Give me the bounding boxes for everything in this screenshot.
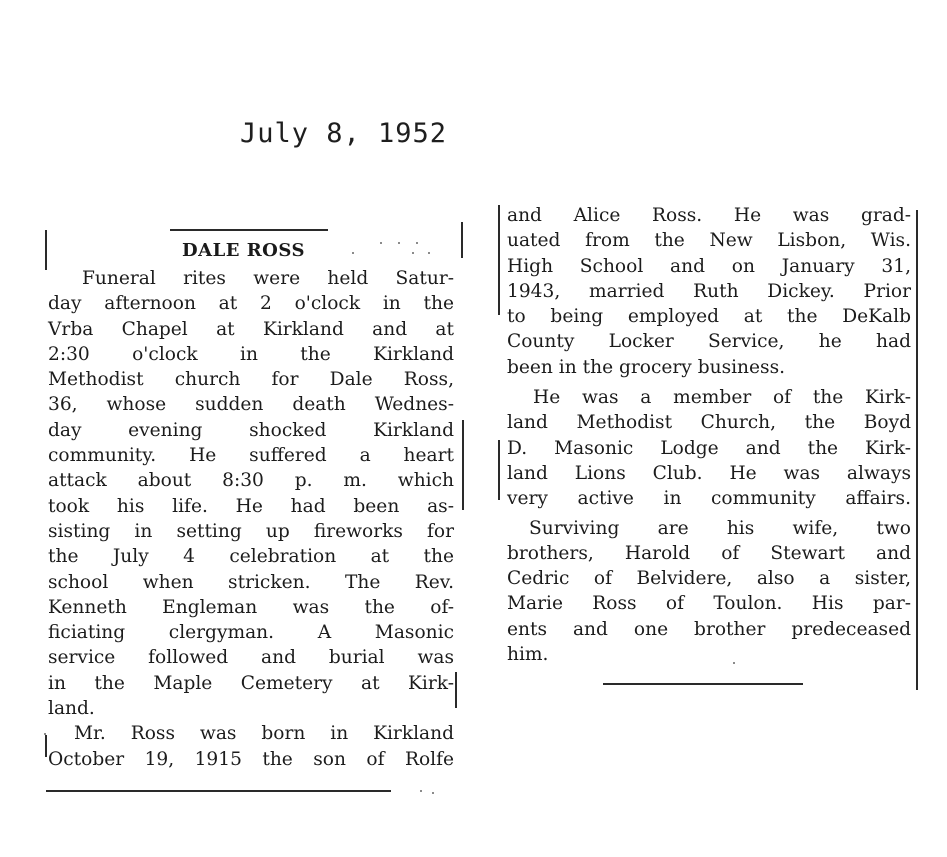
paragraph-line: 2:30 o'clock in the Kirkland: [48, 343, 454, 365]
right-column-divider-lower: [498, 440, 500, 500]
center-divider-middle: [462, 420, 464, 510]
clipping-date: July 8, 1952: [240, 118, 448, 149]
paragraph-line: land Methodist Church, the Boyd: [507, 412, 911, 434]
paragraph-line: Mr. Ross was born in Kirkland: [74, 723, 454, 745]
paragraph-line: brothers, Harold of Stewart and: [507, 542, 911, 564]
print-speck: [428, 252, 430, 254]
paragraph-line: Marie Ross of Toulon. His par-: [507, 593, 911, 615]
paragraph-line: Cedric of Belvidere, also a sister,: [507, 568, 911, 590]
print-speck: [398, 242, 400, 244]
paragraph-line: him.: [507, 644, 549, 666]
paragraph-line: 1943, married Ruth Dickey. Prior: [507, 280, 911, 302]
paragraph-line: Methodist church for Dale Ross,: [48, 369, 454, 391]
paragraph-line: the July 4 celebration at the: [48, 546, 454, 568]
paragraph-line: uated from the New Lisbon, Wis.: [507, 230, 911, 252]
bottom-rule-right: [603, 683, 803, 685]
print-speck: [420, 790, 422, 792]
paragraph-line: attack about 8:30 p. m. which: [48, 470, 454, 492]
paragraph-line: Kenneth Engleman was the of-: [48, 596, 454, 618]
paragraph-line: ents and one brother predeceased: [507, 618, 911, 640]
bottom-rule-left: [46, 790, 391, 792]
obituary-headline: DALE ROSS: [182, 240, 305, 261]
top-rule-left: [170, 229, 328, 231]
paragraph-line: to being employed at the DeKalb: [507, 306, 911, 328]
print-speck: [432, 792, 434, 794]
center-divider-top: [461, 222, 463, 258]
print-speck: [352, 252, 354, 254]
paragraph-line: community. He suffered a heart: [48, 445, 454, 467]
right-border: [916, 210, 918, 690]
paragraph-line: land.: [48, 698, 95, 720]
paragraph-line: County Locker Service, he had: [507, 331, 911, 353]
paragraph-line: very active in community affairs.: [507, 488, 911, 510]
left-border-lower: [45, 735, 47, 757]
print-speck: [380, 242, 382, 244]
center-divider-lower: [455, 672, 457, 708]
paragraph-line: and Alice Ross. He was grad-: [507, 205, 911, 226]
right-column-divider: [498, 205, 500, 315]
paragraph-line: took his life. He had been as-: [48, 495, 454, 517]
paragraph-line: D. Masonic Lodge and the Kirk-: [507, 437, 911, 459]
paragraph-line: land Lions Club. He was always: [507, 462, 911, 484]
paragraph-line: sisting in setting up fireworks for: [48, 520, 454, 542]
paragraph-line: school when stricken. The Rev.: [48, 571, 454, 593]
paragraph-line: service followed and burial was: [48, 647, 454, 669]
left-column: [48, 266, 454, 772]
paragraph-line: been in the grocery business.: [507, 356, 786, 378]
paragraph-line: Funeral rites were held Satur-: [82, 268, 454, 289]
paragraph-line: High School and on January 31,: [507, 255, 911, 277]
paragraph-line: day evening shocked Kirkland: [48, 419, 454, 441]
left-border: [45, 230, 47, 270]
paragraph-line: Vrba Chapel at Kirkland and at: [48, 318, 454, 340]
paragraph-line: 36, whose sudden death Wednes-: [48, 394, 454, 416]
paragraph-line: in the Maple Cemetery at Kirk-: [48, 672, 454, 694]
print-speck: [44, 733, 46, 735]
right-column: [507, 203, 911, 667]
paragraph-line: Surviving are his wife, two: [529, 517, 911, 539]
paragraph-line: October 19, 1915 the son of Rolfe: [48, 748, 454, 770]
print-speck: [416, 242, 418, 244]
paragraph-line: ficiating clergyman. A Masonic: [48, 622, 454, 644]
paragraph-line: day afternoon at 2 o'clock in the: [48, 293, 454, 315]
paragraph-line: He was a member of the Kirk-: [533, 387, 911, 409]
print-speck: [412, 252, 414, 254]
